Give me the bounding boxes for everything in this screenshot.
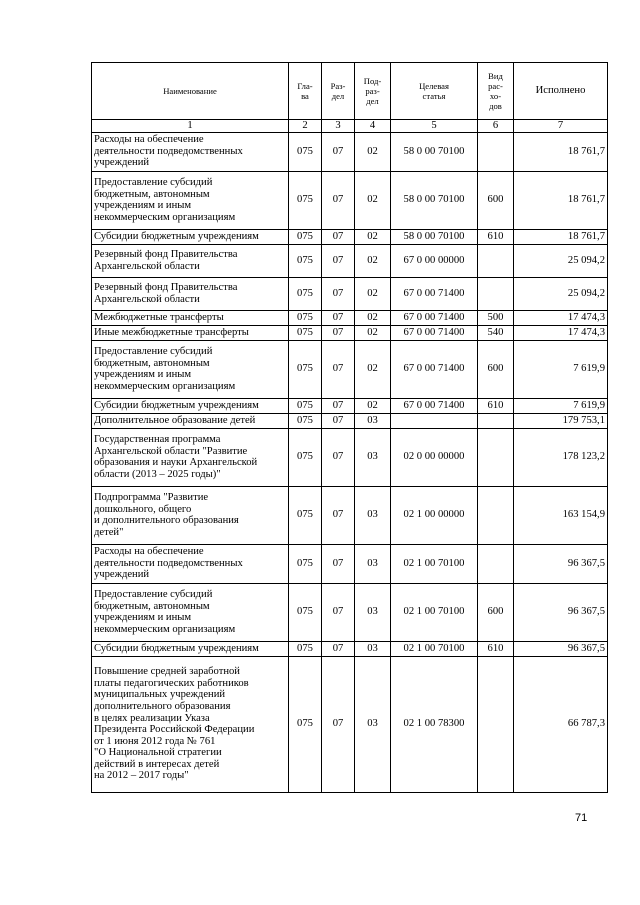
row-executed: 18 761,7 [514,229,608,244]
table-row [92,641,608,656]
table-row [92,486,608,544]
row-podrazdel: 02 [355,340,391,398]
table-row [92,229,608,244]
row-glava: 075 [289,656,322,792]
header-target: Целевая статья [391,63,478,120]
row-glava: 075 [289,229,322,244]
row-target: 67 0 00 00000 [391,244,478,277]
row-razdel: 07 [322,277,355,310]
row-target: 58 0 00 70100 [391,229,478,244]
row-executed: 25 094,2 [514,244,608,277]
table-row [92,171,608,229]
row-target: 67 0 00 71400 [391,340,478,398]
row-podrazdel: 03 [355,641,391,656]
header-name: Наименование [92,63,289,120]
row-expense-type [478,132,514,171]
row-name: Иные межбюджетные трансферты [92,325,289,340]
row-razdel: 07 [322,229,355,244]
row-name: Резервный фонд Правительства Архангельской области [92,277,289,310]
header-expense-type: Вид рас- хо- дов [478,63,514,120]
row-target: 02 1 00 70100 [391,641,478,656]
table-row [92,340,608,398]
row-podrazdel: 03 [355,486,391,544]
row-executed: 18 761,7 [514,132,608,171]
row-executed: 163 154,9 [514,486,608,544]
column-number: 2 [289,120,322,133]
row-expense-type [478,428,514,486]
row-target: 67 0 00 71400 [391,398,478,413]
table-row [92,132,608,171]
row-podrazdel: 02 [355,244,391,277]
row-executed: 7 619,9 [514,340,608,398]
header-row [92,63,608,120]
row-glava: 075 [289,340,322,398]
row-target: 58 0 00 70100 [391,132,478,171]
table-row [92,544,608,583]
row-name: Межбюджетные трансферты [92,310,289,325]
row-glava: 075 [289,428,322,486]
row-expense-type [478,656,514,792]
row-expense-type [478,486,514,544]
column-number: 3 [322,120,355,133]
row-target: 67 0 00 71400 [391,325,478,340]
row-podrazdel: 02 [355,229,391,244]
row-executed: 179 753,1 [514,413,608,428]
header-executed: Исполнено [514,63,608,120]
row-podrazdel: 03 [355,544,391,583]
row-target: 67 0 00 71400 [391,310,478,325]
row-name: Предоставление субсидий бюджетным, автономным учреждениям и иным некоммерческим организациям [92,583,289,641]
row-razdel: 07 [322,398,355,413]
row-target: 58 0 00 70100 [391,171,478,229]
header-glava: Гла- ва [289,63,322,120]
row-executed: 17 474,3 [514,310,608,325]
row-podrazdel: 03 [355,583,391,641]
row-glava: 075 [289,583,322,641]
row-razdel: 07 [322,413,355,428]
table-row [92,583,608,641]
row-expense-type [478,277,514,310]
row-name: Повышение средней заработной платы педагогических работников муниципальных учреждений дополнительного образования в целях реализации Указа Президента Российской Федерации от 1 июня 2012 года № 761 "О Национальной стратегии действий в интересах детей на 2012 – 2017 годы" [92,656,289,792]
row-razdel: 07 [322,428,355,486]
row-name: Предоставление субсидий бюджетным, автономным учреждениям и иным некоммерческим организациям [92,171,289,229]
row-name: Расходы на обеспечение деятельности подведомственных учреждений [92,544,289,583]
row-podrazdel: 02 [355,325,391,340]
column-number: 7 [514,120,608,133]
header-podrazdel: Под- раз- дел [355,63,391,120]
row-target: 67 0 00 71400 [391,277,478,310]
row-glava: 075 [289,277,322,310]
row-podrazdel: 02 [355,277,391,310]
row-target: 02 1 00 70100 [391,583,478,641]
row-target: 02 1 00 78300 [391,656,478,792]
row-expense-type [478,413,514,428]
table-row [92,428,608,486]
row-podrazdel: 03 [355,428,391,486]
row-expense-type: 600 [478,340,514,398]
row-executed: 66 787,3 [514,656,608,792]
row-razdel: 07 [322,171,355,229]
row-executed: 96 367,5 [514,583,608,641]
row-glava: 075 [289,132,322,171]
row-target: 02 0 00 00000 [391,428,478,486]
row-executed: 25 094,2 [514,277,608,310]
table-row [92,310,608,325]
row-target: 02 1 00 70100 [391,544,478,583]
row-expense-type [478,244,514,277]
row-razdel: 07 [322,544,355,583]
row-razdel: 07 [322,244,355,277]
row-glava: 075 [289,325,322,340]
row-expense-type: 610 [478,229,514,244]
row-razdel: 07 [322,486,355,544]
row-podrazdel: 02 [355,171,391,229]
row-glava: 075 [289,486,322,544]
row-name: Подпрограмма "Развитие дошкольного, общего и дополнительного образования детей" [92,486,289,544]
row-name: Субсидии бюджетным учреждениям [92,398,289,413]
header-razdel: Раз- дел [322,63,355,120]
row-expense-type: 610 [478,641,514,656]
row-name: Расходы на обеспечение деятельности подведомственных учреждений [92,132,289,171]
table-row [92,277,608,310]
budget-table [91,62,608,793]
row-executed: 18 761,7 [514,171,608,229]
row-name: Предоставление субсидий бюджетным, автономным учреждениям и иным некоммерческим организациям [92,340,289,398]
row-razdel: 07 [322,583,355,641]
table-body [92,132,608,792]
row-podrazdel: 02 [355,132,391,171]
row-executed: 7 619,9 [514,398,608,413]
column-number: 1 [92,120,289,133]
row-razdel: 07 [322,656,355,792]
row-podrazdel: 02 [355,398,391,413]
row-target [391,413,478,428]
row-name: Резервный фонд Правительства Архангельской области [92,244,289,277]
row-target: 02 1 00 00000 [391,486,478,544]
row-razdel: 07 [322,641,355,656]
column-number: 4 [355,120,391,133]
column-number: 5 [391,120,478,133]
row-razdel: 07 [322,325,355,340]
row-glava: 075 [289,544,322,583]
row-razdel: 07 [322,310,355,325]
row-expense-type: 600 [478,583,514,641]
row-executed: 178 123,2 [514,428,608,486]
row-name: Государственная программа Архангельской области "Развитие образования и науки Архангельской области (2013 – 2025 годы)" [92,428,289,486]
table-row [92,398,608,413]
row-glava: 075 [289,171,322,229]
row-podrazdel: 03 [355,656,391,792]
row-razdel: 07 [322,132,355,171]
row-expense-type: 600 [478,171,514,229]
row-expense-type: 610 [478,398,514,413]
row-executed: 96 367,5 [514,544,608,583]
table-row [92,413,608,428]
row-glava: 075 [289,641,322,656]
row-podrazdel: 03 [355,413,391,428]
page-number: 71 [575,812,588,824]
table-row [92,244,608,277]
column-number-row [92,120,608,133]
row-podrazdel: 02 [355,310,391,325]
row-expense-type: 540 [478,325,514,340]
row-executed: 17 474,3 [514,325,608,340]
row-glava: 075 [289,398,322,413]
row-glava: 075 [289,413,322,428]
table-row [92,325,608,340]
row-glava: 075 [289,244,322,277]
row-name: Дополнительное образование детей [92,413,289,428]
row-razdel: 07 [322,340,355,398]
row-name: Субсидии бюджетным учреждениям [92,641,289,656]
row-name: Субсидии бюджетным учреждениям [92,229,289,244]
row-executed: 96 367,5 [514,641,608,656]
column-number: 6 [478,120,514,133]
table-row [92,656,608,792]
row-expense-type [478,544,514,583]
row-expense-type: 500 [478,310,514,325]
row-glava: 075 [289,310,322,325]
